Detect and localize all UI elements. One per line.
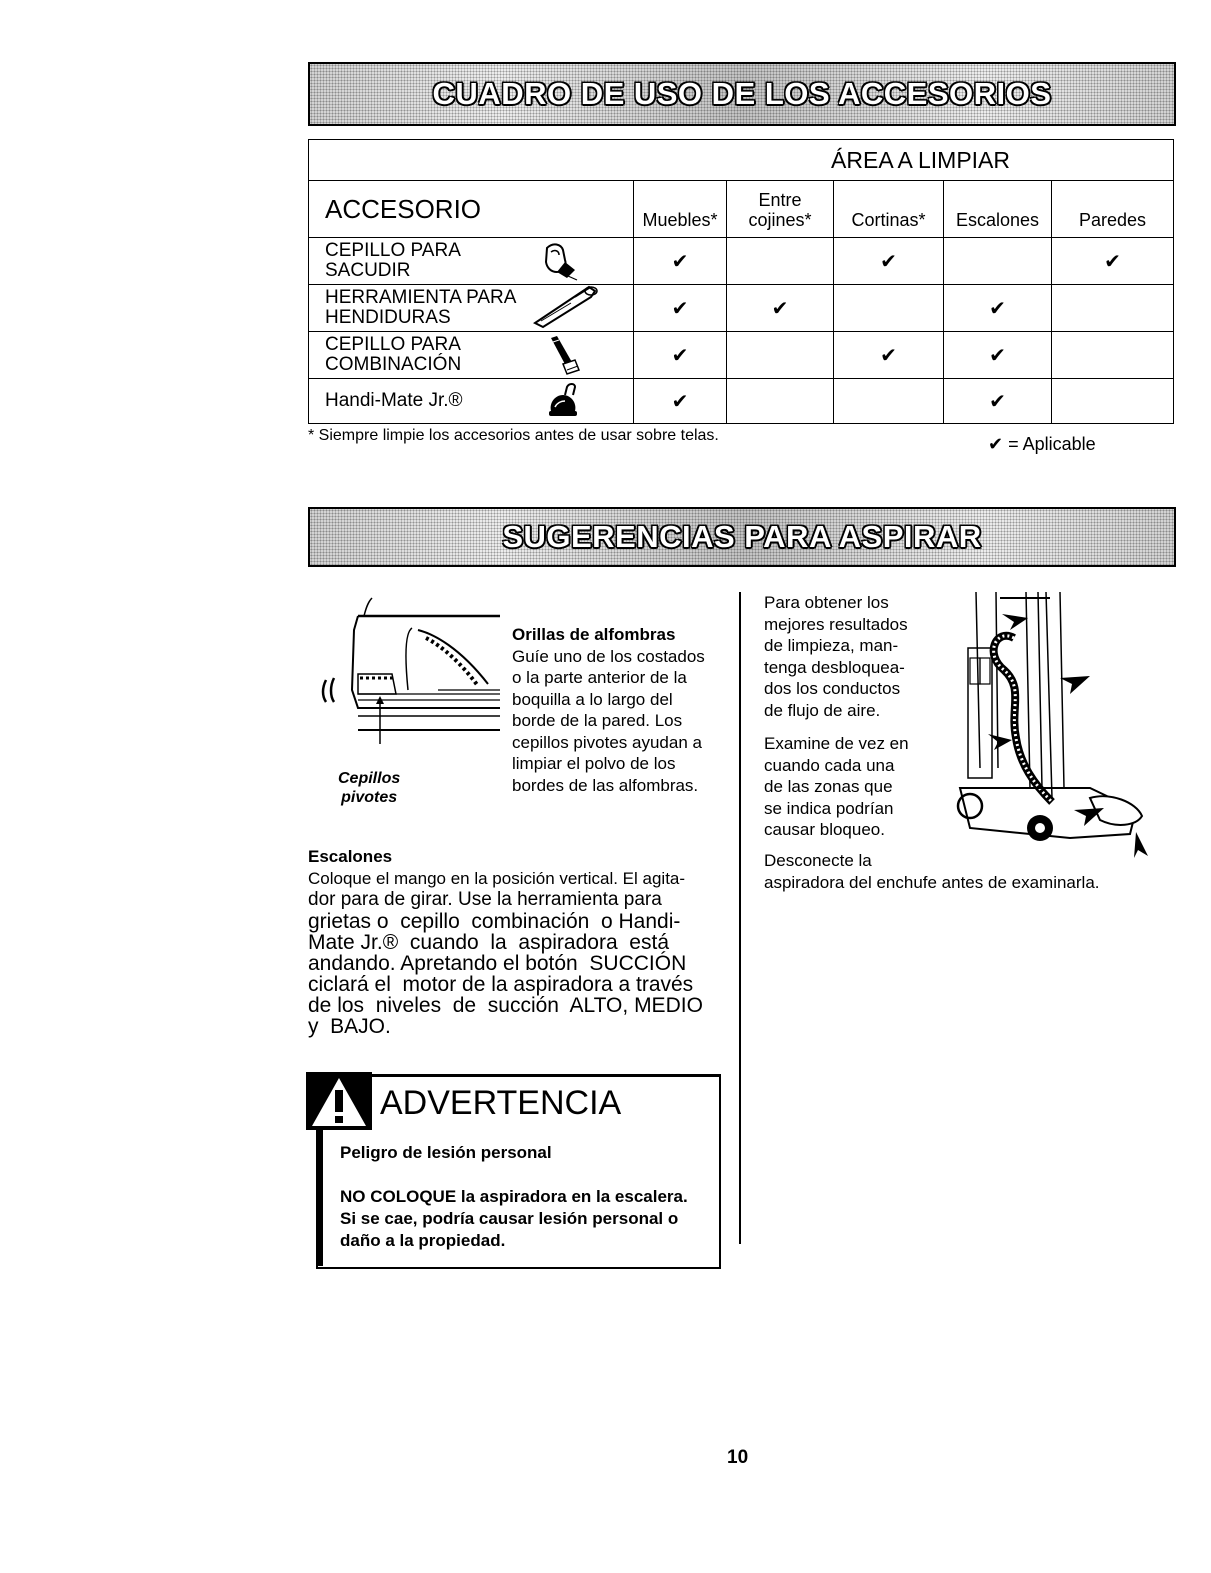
- figure-label-line: Cepillos: [338, 770, 401, 787]
- accessories-chart-banner: [308, 62, 1176, 126]
- stairs-block: [308, 846, 728, 1037]
- table-row: [309, 379, 1174, 424]
- warning-left-rule: [318, 1128, 323, 1266]
- accessories-table: [308, 139, 1174, 424]
- column-divider: [739, 592, 741, 1244]
- airflow-line: Desconecte la: [764, 851, 872, 870]
- crevice-tool-icon: [531, 283, 601, 329]
- carpet-edges-line: cepillos pivotes ayudan a: [512, 732, 702, 752]
- area-to-clean-title: ÁREA A LIMPIAR: [309, 140, 1174, 181]
- stairs-line: y BAJO.: [308, 1014, 391, 1038]
- airflow-line: de flujo de aire.: [764, 700, 881, 720]
- accessory-cell: [309, 332, 634, 379]
- mark-cell: [834, 379, 944, 424]
- carpet-edges-line: limpiar el polvo de los: [512, 754, 676, 773]
- accessories-chart-title: CUADRO DE USO DE LOS ACCESORIOS: [432, 76, 1052, 111]
- mark-cell: [727, 238, 834, 285]
- accessory-cell: [309, 238, 634, 285]
- tips-title: SUGERENCIAS PARA ASPIRAR: [502, 519, 982, 554]
- airflow-line: dos los conductos: [764, 679, 901, 698]
- stairs-line: Mate Jr.® cuando la aspiradora está: [308, 930, 669, 954]
- stairs-heading: Escalones: [308, 847, 393, 866]
- carpet-edges-line: o la parte anterior de la: [512, 668, 687, 687]
- airflow-line: de las zonas que: [764, 777, 893, 796]
- table-row: [309, 332, 1174, 379]
- airflow-line: Para obtener los: [764, 593, 889, 612]
- tips-banner: [308, 507, 1176, 567]
- mark-cell: ✔: [634, 238, 727, 285]
- mark-cell: ✔: [1052, 238, 1174, 285]
- mark-cell: ✔: [834, 238, 944, 285]
- handi-mate-icon: [545, 381, 581, 419]
- warning-subtitle: Peligro de lesión personal: [340, 1143, 552, 1162]
- mark-cell: ✔: [634, 379, 727, 424]
- column-header-escalones: Escalones: [944, 181, 1052, 238]
- accessory-name: HERRAMIENTA PARA HENDIDURAS: [325, 287, 517, 328]
- page-number: 10: [727, 1447, 749, 1468]
- accessory-name: Handi-Mate Jr.®: [325, 390, 463, 411]
- mark-cell: ✔: [727, 285, 834, 332]
- vacuum-airflow-illustration: [940, 588, 1160, 860]
- carpet-edges-line: Guíe uno de los costados: [512, 646, 705, 666]
- carpet-edges-line: bordes de las alfombras.: [512, 775, 699, 795]
- accessory-cell: [309, 285, 634, 332]
- area-title-row: [309, 140, 1174, 181]
- mark-cell: ✔: [834, 332, 944, 379]
- warning-triangle-icon: [306, 1072, 372, 1130]
- airflow-line: causar bloqueo.: [764, 820, 885, 839]
- column-header-paredes: Paredes: [1052, 181, 1174, 238]
- airflow-line: mejores resultados: [764, 614, 908, 634]
- stairs-line: Coloque el mango en la posición vertical. El agita-: [308, 868, 686, 888]
- airflow-line: cuando cada una: [764, 755, 895, 775]
- stairs-line: dor para de girar. Use la herramienta para: [308, 889, 662, 910]
- table-row: [309, 285, 1174, 332]
- applicable-legend: ✔ = Aplicable: [988, 434, 1096, 454]
- airflow-line: Examine de vez en: [764, 734, 909, 753]
- mark-cell: ✔: [944, 332, 1052, 379]
- accessory-name: CEPILLO PARA COMBINACIÓN: [325, 334, 462, 375]
- carpet-edges-line: boquilla a lo largo del: [512, 689, 673, 709]
- carpet-edges-heading: Orillas de alfombras: [512, 625, 676, 644]
- warning-line: NO COLOQUE la aspiradora en la escalera.: [340, 1187, 688, 1206]
- warning-text: [340, 1186, 688, 1252]
- stairs-line: ciclará el motor de la aspiradora a través: [308, 972, 694, 996]
- airflow-line: aspiradora del enchufe antes de examinarla.: [764, 873, 1100, 892]
- column-header-cortinas: Cortinas*: [834, 181, 944, 238]
- airflow-line: se indica podrían: [764, 798, 894, 818]
- mark-cell: [944, 238, 1052, 285]
- stairs-line: andando. Apretando el botón SUCCIÓN: [308, 951, 687, 975]
- stairs-line: de los niveles de succión ALTO, MEDIO: [308, 993, 703, 1017]
- dusting-brush-icon: [537, 240, 581, 282]
- table-footnote: * Siempre limpie los accesorios antes de usar sobre telas.: [308, 427, 719, 444]
- warning-line: Si se cae, podría causar lesión personal o: [340, 1209, 679, 1228]
- warning-title: ADVERTENCIA: [380, 1084, 622, 1122]
- mark-cell: [1052, 332, 1174, 379]
- pivot-brushes-label: [338, 769, 400, 807]
- stairs-line: grietas o cepillo combinación o Handi-: [308, 909, 681, 933]
- accessory-name: CEPILLO PARA SACUDIR: [325, 240, 461, 281]
- mark-cell: ✔: [634, 285, 727, 332]
- accessory-column-header: ACCESORIO: [309, 181, 634, 238]
- accessory-cell: [309, 379, 634, 424]
- carpet-edge-illustration: [318, 590, 508, 745]
- airflow-block-a: [764, 592, 908, 721]
- mark-cell: [1052, 379, 1174, 424]
- mark-cell: [834, 285, 944, 332]
- column-header-entre-cojines: Entre cojines*: [727, 181, 834, 238]
- column-header-muebles: Muebles*: [634, 181, 727, 238]
- carpet-edges-line: borde de la pared. Los: [512, 711, 683, 730]
- carpet-edges-block: [512, 624, 732, 796]
- airflow-line: de limpieza, man-: [764, 636, 899, 655]
- mark-cell: [1052, 285, 1174, 332]
- mark-cell: ✔: [634, 332, 727, 379]
- warning-line: daño a la propiedad.: [340, 1231, 506, 1250]
- airflow-block-b: [764, 733, 909, 841]
- header-row: [309, 181, 1174, 238]
- figure-label-line: pivotes: [341, 789, 398, 806]
- mark-cell: ✔: [944, 285, 1052, 332]
- mark-cell: [727, 332, 834, 379]
- combination-brush-icon: [545, 334, 581, 376]
- table-row: [309, 238, 1174, 285]
- mark-cell: ✔: [944, 379, 1052, 424]
- airflow-line: tenga desbloquea-: [764, 657, 905, 677]
- mark-cell: [727, 379, 834, 424]
